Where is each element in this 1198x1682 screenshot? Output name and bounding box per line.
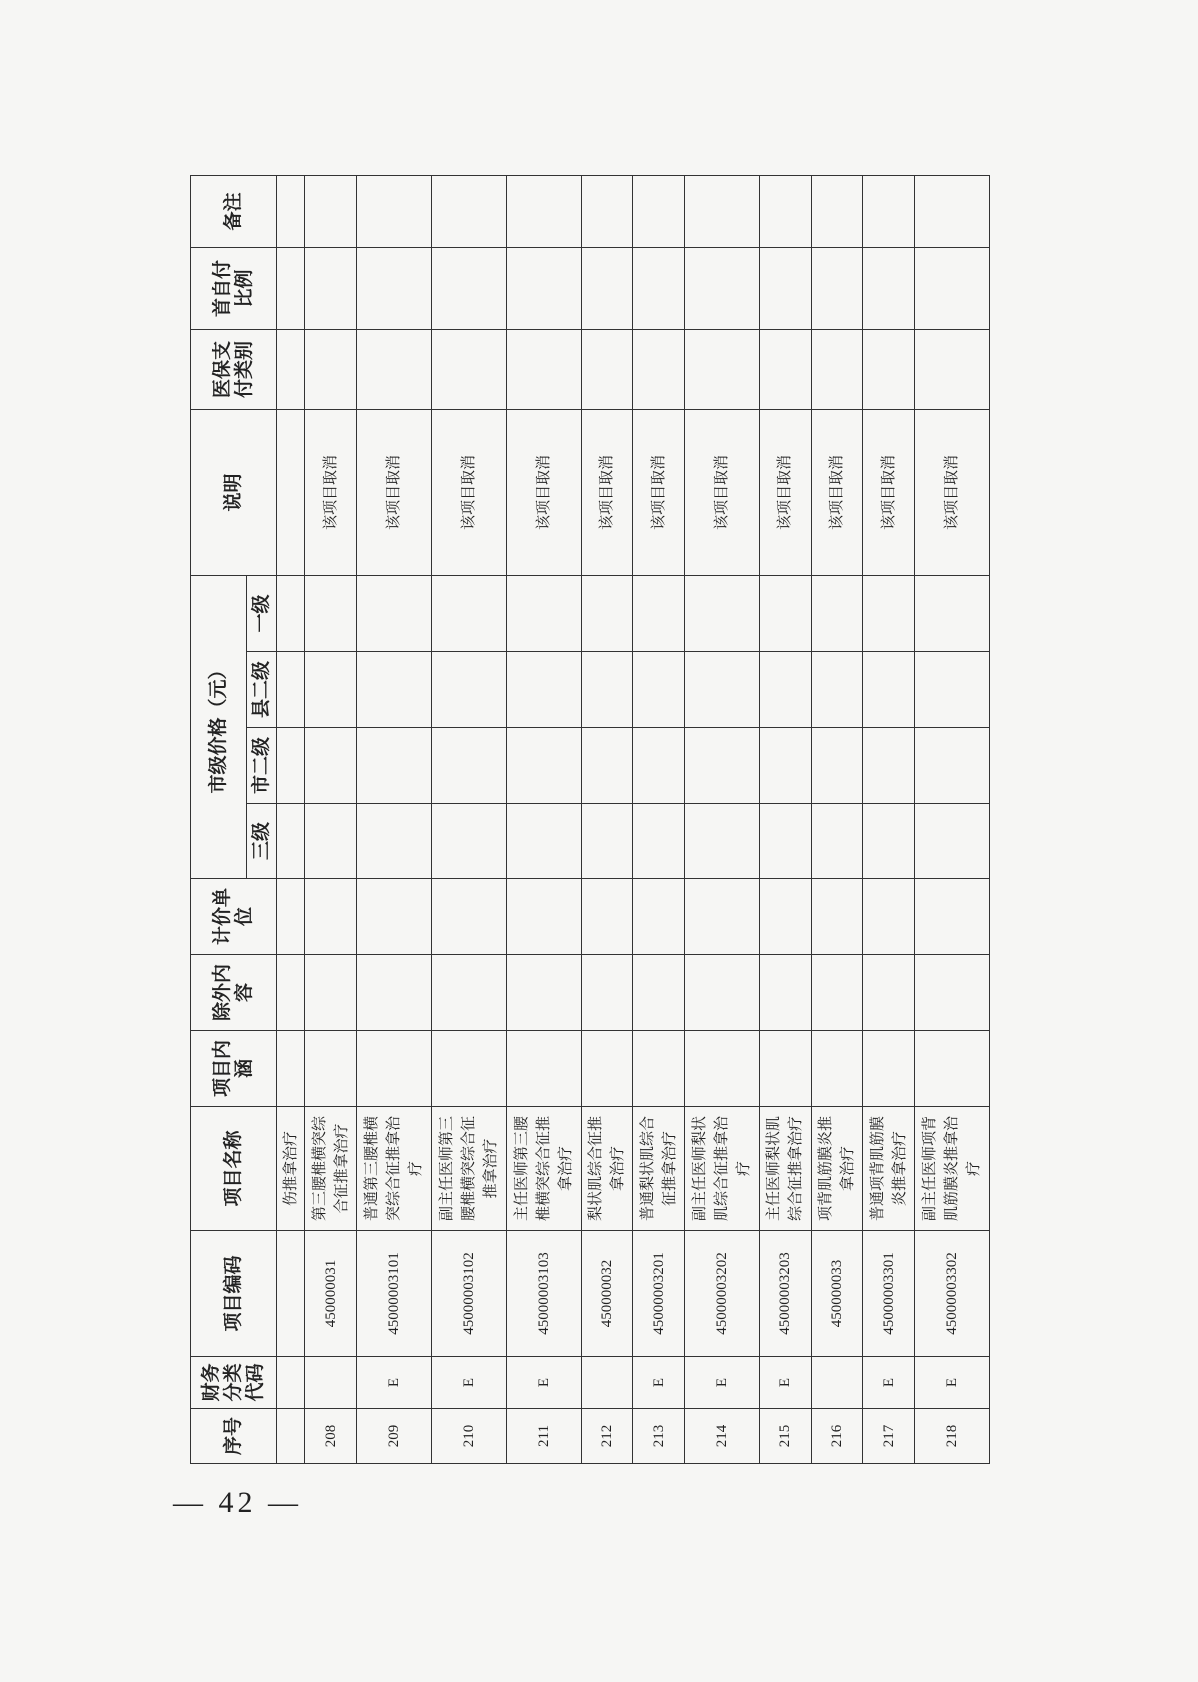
table-row bbox=[915, 175, 990, 1463]
county2-price-cell bbox=[305, 652, 357, 728]
content-cell bbox=[357, 1031, 432, 1107]
level1-price-cell bbox=[863, 575, 915, 651]
table-row bbox=[506, 175, 581, 1463]
unit-cell bbox=[633, 879, 685, 955]
item-code-cell: 45000003202 bbox=[685, 1231, 760, 1357]
item-name-cell: 普通项背肌筋膜炎推拿治疗 bbox=[863, 1107, 915, 1231]
content-cell bbox=[432, 1031, 507, 1107]
city2-price-cell bbox=[633, 728, 685, 804]
remark-cell bbox=[863, 175, 915, 247]
level1-price-cell bbox=[305, 575, 357, 651]
remark-cell bbox=[357, 175, 432, 247]
table-row bbox=[759, 175, 811, 1463]
city2-price-cell bbox=[811, 728, 863, 804]
fin-code-cell bbox=[305, 1357, 357, 1409]
content-cell bbox=[633, 1031, 685, 1107]
self-pay-cell bbox=[506, 247, 581, 329]
desc-cell bbox=[277, 409, 305, 575]
header-city2: 市二级 bbox=[247, 728, 277, 804]
desc-cell: 该项目取消 bbox=[759, 409, 811, 575]
fin-code-cell: E bbox=[759, 1357, 811, 1409]
item-code-cell: 45000003102 bbox=[432, 1231, 507, 1357]
excluded-cell bbox=[759, 955, 811, 1031]
self-pay-cell bbox=[759, 247, 811, 329]
unit-cell bbox=[685, 879, 760, 955]
unit-cell bbox=[915, 879, 990, 955]
item-code-cell: 45000003203 bbox=[759, 1231, 811, 1357]
level3-price-cell bbox=[277, 804, 305, 879]
self-pay-cell bbox=[357, 247, 432, 329]
table-row bbox=[581, 175, 633, 1463]
insurance-cell bbox=[915, 329, 990, 409]
insurance-cell bbox=[685, 329, 760, 409]
seq-cell: 213 bbox=[633, 1409, 685, 1464]
county2-price-cell bbox=[506, 652, 581, 728]
level1-price-cell bbox=[581, 575, 633, 651]
excluded-cell bbox=[277, 955, 305, 1031]
seq-cell: 212 bbox=[581, 1409, 633, 1464]
item-code-cell: 45000003103 bbox=[506, 1231, 581, 1357]
self-pay-cell bbox=[581, 247, 633, 329]
unit-cell bbox=[581, 879, 633, 955]
county2-price-cell bbox=[759, 652, 811, 728]
county2-price-cell bbox=[915, 652, 990, 728]
county2-price-cell bbox=[432, 652, 507, 728]
insurance-cell bbox=[277, 329, 305, 409]
self-pay-cell bbox=[432, 247, 507, 329]
content-cell bbox=[811, 1031, 863, 1107]
item-name-cell: 主任医师梨状肌综合征推拿治疗 bbox=[759, 1107, 811, 1231]
county2-price-cell bbox=[633, 652, 685, 728]
level3-price-cell bbox=[633, 804, 685, 879]
level3-price-cell bbox=[305, 804, 357, 879]
insurance-cell bbox=[633, 329, 685, 409]
level3-price-cell bbox=[432, 804, 507, 879]
level3-price-cell bbox=[506, 804, 581, 879]
unit-cell bbox=[277, 879, 305, 955]
table-body bbox=[277, 175, 990, 1463]
fin-code-cell: E bbox=[357, 1357, 432, 1409]
header-item-code: 项目编码 bbox=[191, 1231, 277, 1357]
level1-price-cell bbox=[685, 575, 760, 651]
level1-price-cell bbox=[633, 575, 685, 651]
table-row bbox=[277, 175, 305, 1463]
level3-price-cell bbox=[581, 804, 633, 879]
city2-price-cell bbox=[915, 728, 990, 804]
table-row bbox=[633, 175, 685, 1463]
excluded-cell bbox=[811, 955, 863, 1031]
content-cell bbox=[915, 1031, 990, 1107]
city2-price-cell bbox=[581, 728, 633, 804]
self-pay-cell bbox=[633, 247, 685, 329]
level3-price-cell bbox=[811, 804, 863, 879]
insurance-cell bbox=[506, 329, 581, 409]
insurance-cell bbox=[305, 329, 357, 409]
county2-price-cell bbox=[357, 652, 432, 728]
desc-cell: 该项目取消 bbox=[305, 409, 357, 575]
insurance-cell bbox=[759, 329, 811, 409]
content-cell bbox=[305, 1031, 357, 1107]
unit-cell bbox=[506, 879, 581, 955]
insurance-cell bbox=[581, 329, 633, 409]
header-seq: 序号 bbox=[191, 1409, 277, 1464]
header-fin-code: 财务分类代码 bbox=[191, 1357, 277, 1409]
city2-price-cell bbox=[357, 728, 432, 804]
level3-price-cell bbox=[915, 804, 990, 879]
insurance-cell bbox=[357, 329, 432, 409]
fin-code-cell: E bbox=[863, 1357, 915, 1409]
level3-price-cell bbox=[759, 804, 811, 879]
remark-cell bbox=[277, 175, 305, 247]
unit-cell bbox=[811, 879, 863, 955]
excluded-cell bbox=[915, 955, 990, 1031]
fin-code-cell bbox=[581, 1357, 633, 1409]
level3-price-cell bbox=[863, 804, 915, 879]
insurance-cell bbox=[811, 329, 863, 409]
header-level1: 一级 bbox=[247, 575, 277, 651]
city2-price-cell bbox=[506, 728, 581, 804]
level1-price-cell bbox=[759, 575, 811, 651]
item-code-cell: 45000003302 bbox=[915, 1231, 990, 1357]
header-unit: 计价单位 bbox=[191, 879, 277, 955]
seq-cell: 216 bbox=[811, 1409, 863, 1464]
level3-price-cell bbox=[357, 804, 432, 879]
fin-code-cell: E bbox=[633, 1357, 685, 1409]
unit-cell bbox=[863, 879, 915, 955]
item-name-cell: 梨状肌综合征推拿治疗 bbox=[581, 1107, 633, 1231]
item-code-cell: 45000003201 bbox=[633, 1231, 685, 1357]
city2-price-cell bbox=[863, 728, 915, 804]
fin-code-cell bbox=[811, 1357, 863, 1409]
county2-price-cell bbox=[277, 652, 305, 728]
excluded-cell bbox=[305, 955, 357, 1031]
city2-price-cell bbox=[305, 728, 357, 804]
content-cell bbox=[277, 1031, 305, 1107]
insurance-cell bbox=[863, 329, 915, 409]
insurance-cell bbox=[432, 329, 507, 409]
item-name-cell: 副主任医师第三腰椎横突综合征推拿治疗 bbox=[432, 1107, 507, 1231]
item-name-cell: 副主任医师梨状肌综合征推拿治疗 bbox=[685, 1107, 760, 1231]
city2-price-cell bbox=[759, 728, 811, 804]
city2-price-cell bbox=[685, 728, 760, 804]
seq-cell: 208 bbox=[305, 1409, 357, 1464]
desc-cell: 该项目取消 bbox=[506, 409, 581, 575]
table-row bbox=[357, 175, 432, 1463]
seq-cell: 217 bbox=[863, 1409, 915, 1464]
self-pay-cell bbox=[915, 247, 990, 329]
desc-cell: 该项目取消 bbox=[685, 409, 760, 575]
seq-cell: 211 bbox=[506, 1409, 581, 1464]
remark-cell bbox=[915, 175, 990, 247]
header-desc: 说明 bbox=[191, 409, 277, 575]
item-name-cell: 副主任医师项背肌筋膜炎推拿治疗 bbox=[915, 1107, 990, 1231]
seq-cell: 215 bbox=[759, 1409, 811, 1464]
remark-cell bbox=[506, 175, 581, 247]
self-pay-cell bbox=[305, 247, 357, 329]
level1-price-cell bbox=[915, 575, 990, 651]
content-cell bbox=[863, 1031, 915, 1107]
remark-cell bbox=[759, 175, 811, 247]
remark-cell bbox=[581, 175, 633, 247]
item-code-cell: 45000003301 bbox=[863, 1231, 915, 1357]
fin-code-cell: E bbox=[432, 1357, 507, 1409]
header-content: 项目内涵 bbox=[191, 1031, 277, 1107]
excluded-cell bbox=[633, 955, 685, 1031]
level1-price-cell bbox=[506, 575, 581, 651]
table-row bbox=[811, 175, 863, 1463]
header-insurance: 医保支付类别 bbox=[191, 329, 277, 409]
page-number: — 42 — bbox=[173, 1486, 302, 1519]
desc-cell: 该项目取消 bbox=[863, 409, 915, 575]
item-name-cell: 第三腰椎横突综合征推拿治疗 bbox=[305, 1107, 357, 1231]
unit-cell bbox=[759, 879, 811, 955]
excluded-cell bbox=[863, 955, 915, 1031]
table-row bbox=[685, 175, 760, 1463]
county2-price-cell bbox=[811, 652, 863, 728]
county2-price-cell bbox=[685, 652, 760, 728]
seq-cell bbox=[277, 1409, 305, 1464]
header-item-name: 项目名称 bbox=[191, 1107, 277, 1231]
excluded-cell bbox=[357, 955, 432, 1031]
self-pay-cell bbox=[277, 247, 305, 329]
excluded-cell bbox=[506, 955, 581, 1031]
fin-code-cell: E bbox=[685, 1357, 760, 1409]
table-row bbox=[432, 175, 507, 1463]
content-cell bbox=[581, 1031, 633, 1107]
desc-cell: 该项目取消 bbox=[633, 409, 685, 575]
rotated-table-container bbox=[190, 192, 990, 1464]
level1-price-cell bbox=[811, 575, 863, 651]
remark-cell bbox=[811, 175, 863, 247]
content-cell bbox=[759, 1031, 811, 1107]
remark-cell bbox=[685, 175, 760, 247]
desc-cell: 该项目取消 bbox=[581, 409, 633, 575]
county2-price-cell bbox=[863, 652, 915, 728]
item-name-cell: 伤推拿治疗 bbox=[277, 1107, 305, 1231]
seq-cell: 209 bbox=[357, 1409, 432, 1464]
level3-price-cell bbox=[685, 804, 760, 879]
item-code-cell: 450000033 bbox=[811, 1231, 863, 1357]
remark-cell bbox=[305, 175, 357, 247]
item-name-cell: 普通第三腰椎横突综合征推拿治疗 bbox=[357, 1107, 432, 1231]
seq-cell: 214 bbox=[685, 1409, 760, 1464]
header-self-pay: 首自付比例 bbox=[191, 247, 277, 329]
table-row bbox=[305, 175, 357, 1463]
level1-price-cell bbox=[432, 575, 507, 651]
excluded-cell bbox=[432, 955, 507, 1031]
header-county2: 县二级 bbox=[247, 652, 277, 728]
header-remark: 备注 bbox=[191, 175, 277, 247]
unit-cell bbox=[432, 879, 507, 955]
item-code-cell: 450000031 bbox=[305, 1231, 357, 1357]
header-excluded: 除外内容 bbox=[191, 955, 277, 1031]
item-name-cell: 项背肌筋膜炎推拿治疗 bbox=[811, 1107, 863, 1231]
price-table bbox=[190, 175, 990, 1464]
item-name-cell: 主任医师第三腰椎横突综合征推拿治疗 bbox=[506, 1107, 581, 1231]
county2-price-cell bbox=[581, 652, 633, 728]
self-pay-cell bbox=[863, 247, 915, 329]
item-code-cell: 45000003101 bbox=[357, 1231, 432, 1357]
header-price-group: 市级价格（元） bbox=[191, 575, 247, 878]
item-name-cell: 普通梨状肌综合征推拿治疗 bbox=[633, 1107, 685, 1231]
unit-cell bbox=[305, 879, 357, 955]
fin-code-cell: E bbox=[915, 1357, 990, 1409]
remark-cell bbox=[432, 175, 507, 247]
table-row bbox=[863, 175, 915, 1463]
level1-price-cell bbox=[277, 575, 305, 651]
desc-cell: 该项目取消 bbox=[915, 409, 990, 575]
header-level3: 三级 bbox=[247, 804, 277, 879]
desc-cell: 该项目取消 bbox=[811, 409, 863, 575]
desc-cell: 该项目取消 bbox=[357, 409, 432, 575]
city2-price-cell bbox=[277, 728, 305, 804]
unit-cell bbox=[357, 879, 432, 955]
fin-code-cell: E bbox=[506, 1357, 581, 1409]
city2-price-cell bbox=[432, 728, 507, 804]
content-cell bbox=[685, 1031, 760, 1107]
fin-code-cell bbox=[277, 1357, 305, 1409]
item-code-cell bbox=[277, 1231, 305, 1357]
item-code-cell: 450000032 bbox=[581, 1231, 633, 1357]
excluded-cell bbox=[581, 955, 633, 1031]
remark-cell bbox=[633, 175, 685, 247]
seq-cell: 218 bbox=[915, 1409, 990, 1464]
desc-cell: 该项目取消 bbox=[432, 409, 507, 575]
excluded-cell bbox=[685, 955, 760, 1031]
content-cell bbox=[506, 1031, 581, 1107]
seq-cell: 210 bbox=[432, 1409, 507, 1464]
self-pay-cell bbox=[685, 247, 760, 329]
level1-price-cell bbox=[357, 575, 432, 651]
self-pay-cell bbox=[811, 247, 863, 329]
